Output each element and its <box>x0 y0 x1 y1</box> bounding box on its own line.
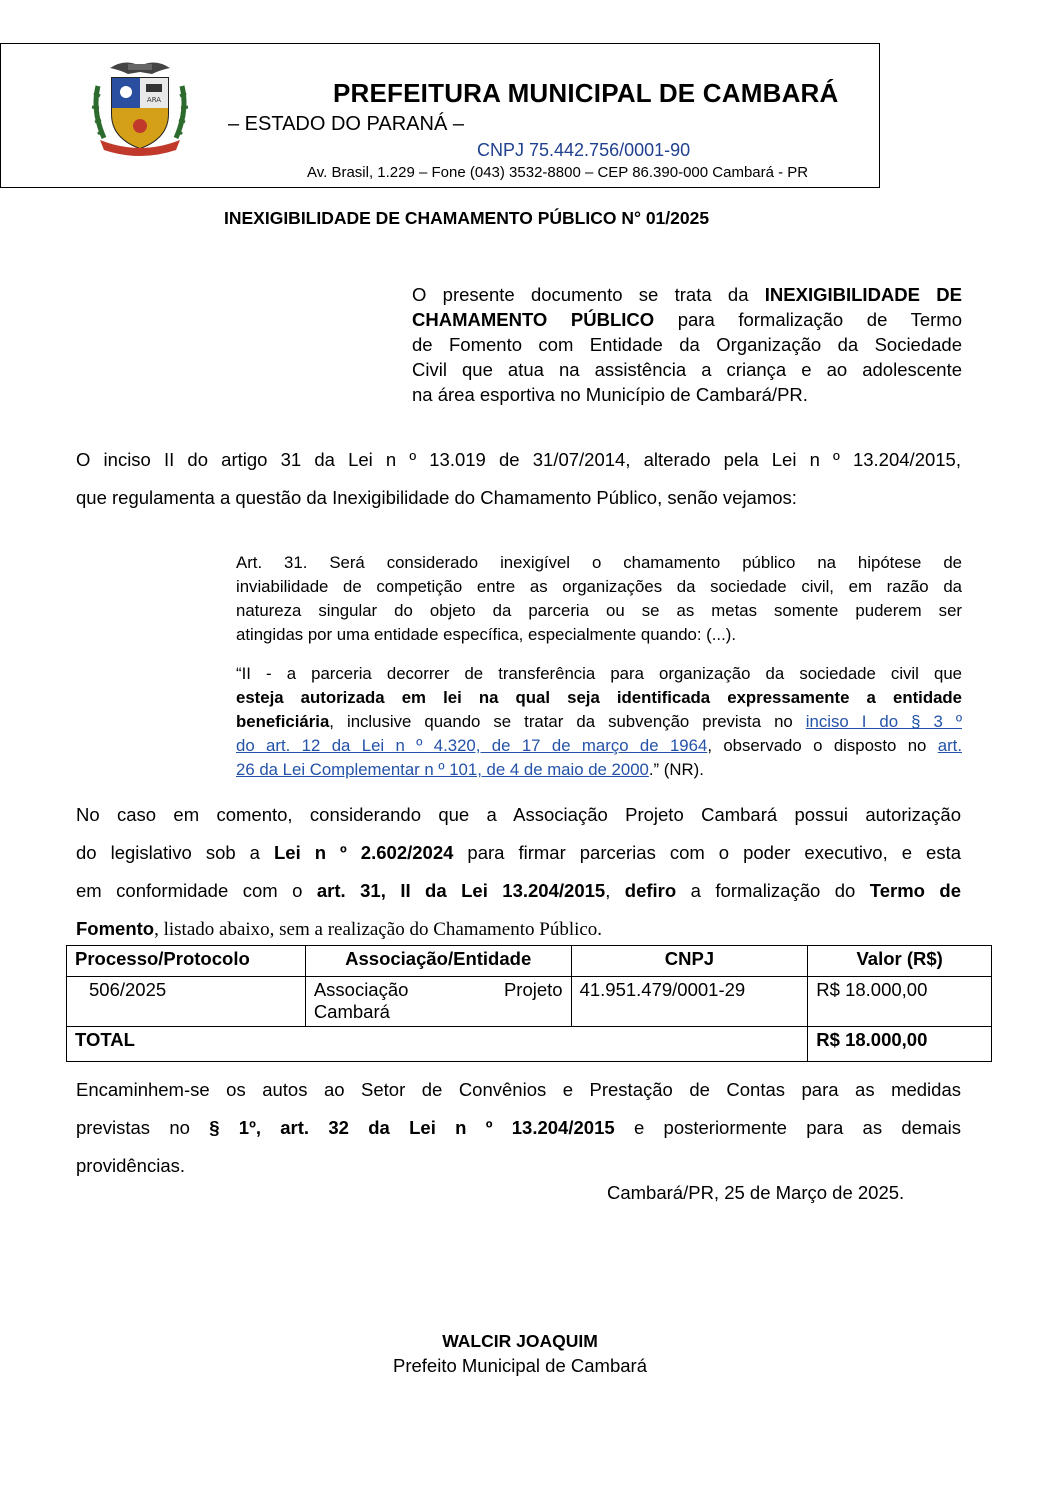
document-date: Cambará/PR, 25 de Março de 2025. <box>607 1182 905 1203</box>
summary-paragraph: O presente documento se trata da INEXIGIBILIDADE DE CHAMAMENTO PÚBLICO para formalização de Termo de Fomento com Entidade da Organização da Sociedade Civil que atua na assistência a criança e ao adolescente na área esportiva no Município de Cambará/PR. <box>412 284 962 405</box>
signatory-title: Prefeito Municipal de Cambará <box>393 1355 647 1376</box>
table-row <box>67 977 992 1027</box>
inciso-ii-quote: “II - a parceria decorrer de transferência para organização da sociedade civil que esteja autorizada em lei na qual seja identificada expressamente a entidade beneficiária, inclusive quando se tratar da subvenção prevista no inciso I do § 3 º do art. 12 da Lei n º 4.320, de 17 de março de 1964, observado o disposto no art. 26 da Lei Complementar n º 101, de 4 de maio de 2000.” (NR). <box>236 664 962 779</box>
cell-value: R$ 18.000,00 <box>808 977 992 1027</box>
total-value: R$ 18.000,00 <box>808 1027 992 1062</box>
grant-table <box>66 945 992 1062</box>
law-4320-link[interactable]: inciso I do § 3 º <box>805 712 962 731</box>
article-31-quote: Art. 31. Será considerado inexigível o chamamento público na hipótese de inviabilidade de competição entre as organizações da sociedade civil, em razão da natureza singular do objeto da parceria ou se as metas somente puderem ser atingidas por uma entidade específica, especialmente quando: (...). <box>236 553 962 644</box>
law-4320-link-cont[interactable]: do art. 12 da Lei n º 4.320, de 17 de março de 1964 <box>236 736 708 755</box>
header-cnpj: CNPJ <box>571 946 808 977</box>
cell-cnpj: 41.951.479/0001-29 <box>571 977 808 1027</box>
signatory-name: WALCIR JOAQUIM <box>442 1331 598 1351</box>
total-label: TOTAL <box>67 1027 808 1062</box>
table-header-row <box>67 946 992 977</box>
municipality-title: PREFEITURA MUNICIPAL DE CAMBARÁ <box>333 78 839 108</box>
svg-text:ARA: ARA <box>146 96 162 104</box>
state-name: – ESTADO DO PARANÁ – <box>228 113 464 135</box>
lc-101-link[interactable]: art. <box>937 736 962 755</box>
header-process: Processo/Protocolo <box>67 946 306 977</box>
municipality-address: Av. Brasil, 1.229 – Fone (043) 3532-8800 – CEP 86.390-000 Cambará - PR <box>307 164 809 181</box>
cell-entity: Associação Projeto Cambará <box>305 977 571 1027</box>
decision-paragraph: No caso em comento, considerando que a Associação Projeto Cambará possui autorização do legislativo sob a Lei n º 2.602/2024 para firmar parcerias com o poder executivo, e esta em conformidade com o art. 31, II da Lei 13.204/2015, defiro a formalização do Termo de Fomento, listado abaixo, sem a realização do Chamamento Público. <box>76 804 962 940</box>
header-value: Valor (R$) <box>808 946 992 977</box>
forwarding-paragraph: Encaminhem-se os autos ao Setor de Convênios e Prestação de Contas para as medidas previstas no § 1º, art. 32 da Lei n º 13.204/2015 e posteriormente para as demais providências. <box>76 1079 962 1176</box>
table-total-row <box>67 1027 992 1062</box>
document-title: INEXIGIBILIDADE DE CHAMAMENTO PÚBLICO N° 01/2025 <box>224 208 710 228</box>
header-entity: Associação/Entidade <box>305 946 571 977</box>
lc-101-link-cont[interactable]: 26 da Lei Complementar n º 101, de 4 de maio de 2000 <box>236 760 649 779</box>
cell-process: 506/2025 <box>67 977 306 1027</box>
municipality-cnpj: CNPJ 75.442.756/0001-90 <box>477 140 691 160</box>
legal-basis-paragraph: O inciso II do artigo 31 da Lei n º 13.019 de 31/07/2014, alterado pela Lei n º 13.204/2015, que regulamenta a questão da Inexigibilidade do Chamamento Público, senão vejamos: <box>76 449 961 508</box>
coat-of-arms-icon <box>90 56 190 156</box>
